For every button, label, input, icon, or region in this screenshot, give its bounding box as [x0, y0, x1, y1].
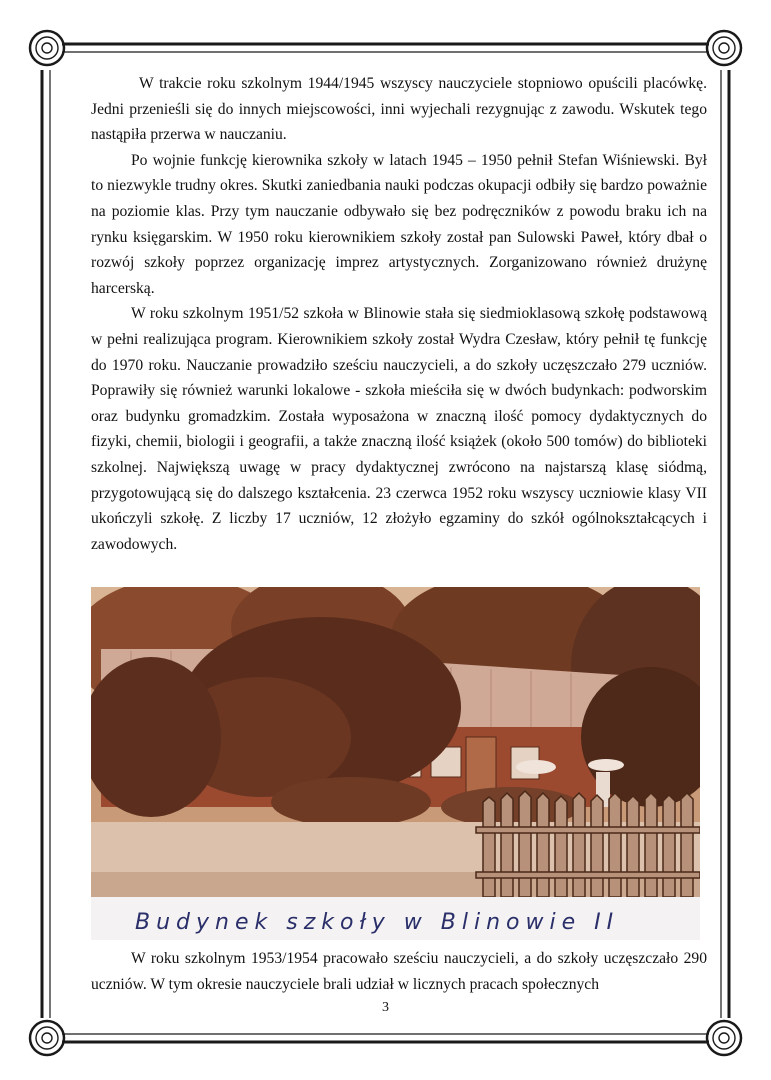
school-building-photo	[91, 587, 700, 940]
paragraph-2: Po wojnie funkcję kierownika szkoły w latach 1945 – 1950 pełnił Stefan Wiśniewski. Był to niezwykle trudny okres. Skutki zaniedbania nauki podczas okupacji odbiły się bardzo poważnie na poziomie klas. Przy tym nauczanie odbywało się bez podręczników z powodu braku ich na rynku księgarskim. W 1950 roku kierownikiem szkoły został pan Sulowski Paweł, który dbał o rozwój szkoły poprzez organizację imprez artystycznych. Zorganizowano również drużynę harcerską.	[91, 151, 707, 297]
bottom-text	[91, 946, 707, 997]
paragraph-1: W trakcie roku szkolnym 1944/1945 wszyscy nauczyciele stopniowo opuścili placówkę. Jedni przenieśli się do innych miejscowości, inni wyjechali rezygnując z zawodu. Wskutek tego nastąpiła przerwa w nauczaniu.	[91, 75, 707, 144]
corner-ornament-top-right	[707, 31, 741, 65]
corner-ornament-top-left	[30, 31, 64, 65]
corner-ornament-bottom-left	[30, 1021, 64, 1055]
paragraph-3: W roku szkolnym 1951/52 szkoła w Blinowie stała się siedmioklasową szkołę podstawową w pełni realizująca program. Kierownikiem szkoły został Wydra Czesław, który pełnił tę funkcję do 1970 roku. Nauczanie prowadziło sześciu nauczycieli, a do szkoły uczęszczało 279 uczniów. Poprawiły się również warunki lokalowe - szkoła mieściła się w dwóch budynkach: podworskim oraz budynku gromadzkim. Została wyposażona w znaczną ilość pomocy dydaktycznych do fizyki, chemii, biologii i geografii, a także znaczną ilość książek (około 500 tomów) do biblioteki szkolnej. Największą uwagę w pracy dydaktycznej zwrócono na najstarszą klasę siódmą, przygotowującą się do dalszego kształcenia. 23 czerwca 1952 roku wszyscy uczniowie klasy VII ukończyli szkołę. Z liczby 17 uczniów, 12 złożyło egzaminy do szkół ogólnokształcących i zawodowych.	[91, 305, 707, 553]
photo-caption: Budynek szkoły w Blinowie II	[135, 910, 620, 935]
main-text	[91, 71, 707, 557]
page-number: 3	[382, 1000, 389, 1015]
corner-ornament-bottom-right	[707, 1021, 741, 1055]
paragraph-4: W roku szkolnym 1953/1954 pracowało sześciu nauczycieli, a do szkoły uczęszczało 290 uczniów. W tym okresie nauczyciele brali udział w licznych pracach społecznych	[91, 950, 707, 993]
